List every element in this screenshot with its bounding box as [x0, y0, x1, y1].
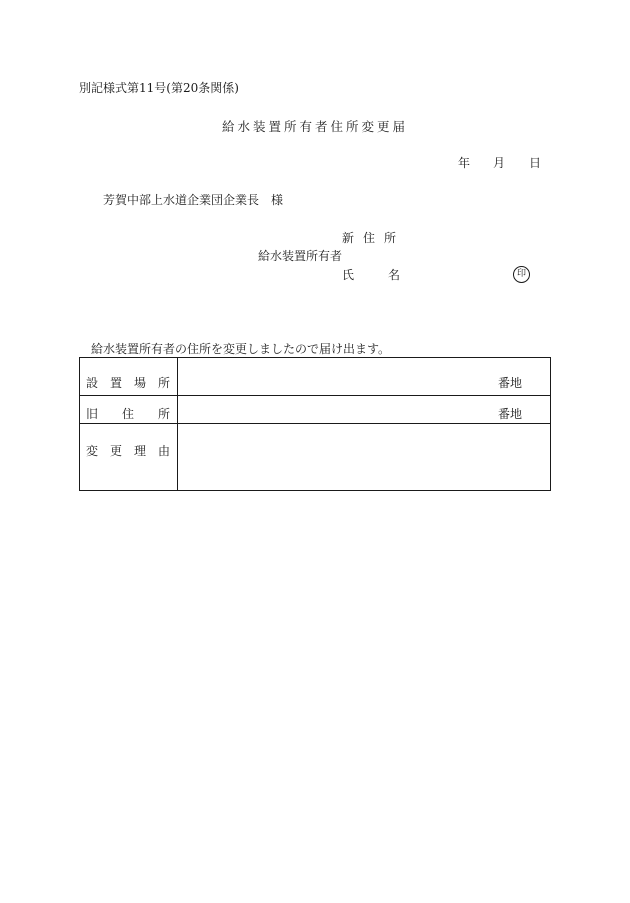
label-char: 所 — [157, 407, 170, 421]
label-char: 理 — [133, 444, 146, 458]
statement: 給水装置所有者の住所を変更しましたので届け出ます。 — [91, 342, 391, 356]
date-day-label: 日 — [529, 156, 542, 170]
table-row-installation-location — [80, 358, 551, 396]
label-char: 旧 — [86, 407, 99, 421]
owner-label: 給水装置所有者 — [258, 249, 343, 263]
installation-location-field[interactable] — [178, 358, 551, 396]
label-char: 場 — [133, 376, 146, 390]
label-char: 所 — [157, 376, 170, 390]
addressee: 芳賀中部上水道企業団企業長 様 — [103, 193, 284, 207]
old-address-field[interactable] — [178, 396, 551, 424]
label-char: 由 — [157, 444, 170, 458]
label-char: 設 — [86, 376, 99, 390]
form-title: 給水装置所有者住所変更届 — [221, 119, 408, 134]
new-address-label: 新住所 — [342, 231, 406, 245]
date-year-label: 年 — [458, 156, 471, 170]
table-row-old-address — [80, 396, 551, 424]
label-char: 更 — [109, 444, 122, 458]
label-char: 置 — [109, 376, 122, 390]
seal-mark: 印 — [513, 266, 530, 283]
name-label-char: 氏 — [342, 268, 355, 282]
old-address-label — [80, 396, 178, 424]
banchi-suffix: 番地 — [497, 407, 522, 421]
change-reason-label — [80, 424, 178, 491]
label-char: 住 — [121, 407, 134, 421]
table-row-change-reason — [80, 424, 551, 491]
form-table — [79, 357, 551, 491]
installation-location-label — [80, 358, 178, 396]
change-reason-field[interactable] — [178, 424, 551, 491]
name-label-char: 名 — [388, 268, 401, 282]
form-number: 別記様式第11号(第20条関係) — [79, 81, 239, 95]
label-char: 変 — [86, 444, 99, 458]
date-month-label: 月 — [493, 156, 506, 170]
banchi-suffix: 番地 — [497, 376, 522, 390]
